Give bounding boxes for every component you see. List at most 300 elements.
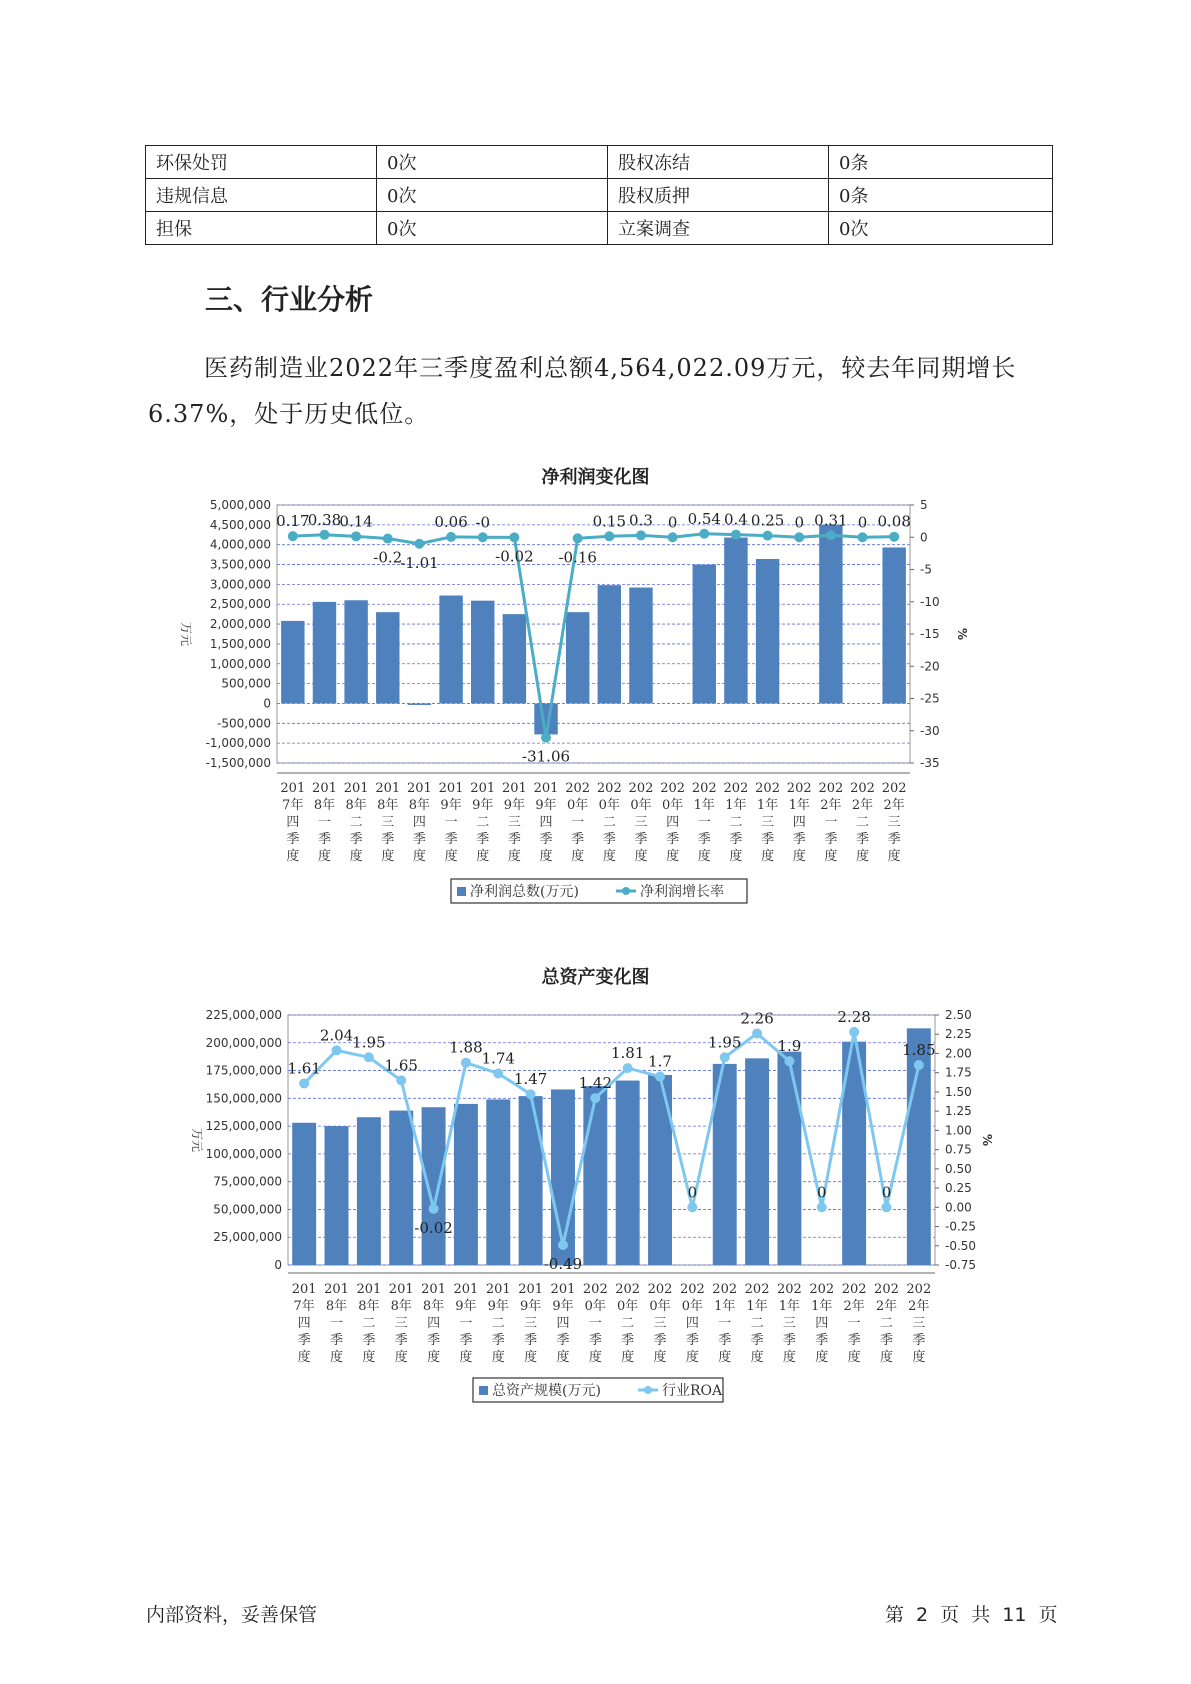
y-tick-label-right: -35 xyxy=(920,756,940,770)
bar xyxy=(629,588,652,704)
x-tick-label: 9年 xyxy=(519,1299,542,1314)
bar xyxy=(693,565,716,704)
y-tick-label-left: 4,500,000 xyxy=(209,517,271,532)
x-tick-label: 2年 xyxy=(875,1299,898,1314)
x-tick-label: 202 xyxy=(850,781,875,796)
x-tick-label: 三 xyxy=(887,815,901,830)
data-label: 0.06 xyxy=(434,512,468,531)
table-row xyxy=(146,212,1053,245)
x-tick-label: 季 xyxy=(476,832,490,847)
x-tick-label: 2年 xyxy=(851,798,874,813)
x-tick-label: 季 xyxy=(729,832,743,847)
x-tick-label: 二 xyxy=(879,1316,893,1331)
table-cell: 违规信息 xyxy=(146,179,377,212)
line-point xyxy=(461,1058,471,1068)
x-tick-label: 四 xyxy=(685,1316,699,1331)
x-tick-label: 二 xyxy=(750,1316,764,1331)
x-tick-label: 201 xyxy=(438,781,464,796)
x-tick-label: 202 xyxy=(628,781,654,796)
x-tick-label: 一 xyxy=(330,1316,344,1331)
x-tick-label: 度 xyxy=(427,1350,441,1365)
legend-swatch-point xyxy=(622,887,630,895)
line-point xyxy=(699,529,709,539)
line-point xyxy=(351,531,361,541)
line-point xyxy=(889,532,899,542)
x-tick-label: 四 xyxy=(539,815,553,830)
legend-swatch-bar xyxy=(479,1386,488,1395)
x-tick-label: 四 xyxy=(286,815,300,830)
x-tick-label: 0年 xyxy=(598,798,620,813)
line-point xyxy=(573,533,583,543)
data-label: 1.47 xyxy=(513,1070,548,1089)
x-tick-label: 度 xyxy=(317,849,331,864)
x-tick-label: 二 xyxy=(602,815,616,830)
x-tick-label: 8年 xyxy=(408,798,431,813)
x-tick-label: 度 xyxy=(697,849,711,864)
line-point xyxy=(478,532,488,542)
y-tick-label-left: -1,500,000 xyxy=(205,756,271,770)
x-tick-label: 季 xyxy=(653,1333,667,1348)
x-tick-label: 度 xyxy=(394,1350,408,1365)
x-tick-label: 一 xyxy=(459,1316,473,1331)
table-cell: 0次 xyxy=(829,212,1053,245)
line-point xyxy=(604,531,614,541)
table-cell: 股权质押 xyxy=(608,179,829,212)
x-tick-label: 三 xyxy=(653,1316,667,1331)
line-point xyxy=(590,1093,600,1103)
x-tick-label: 9年 xyxy=(455,1299,477,1314)
x-tick-label: 度 xyxy=(847,1350,861,1365)
x-tick-label: 度 xyxy=(792,849,806,864)
x-tick-label: 201 xyxy=(421,1282,446,1297)
y-axis-label-left: 万元 xyxy=(190,1127,204,1153)
line-point xyxy=(763,531,773,541)
x-tick-label: 二 xyxy=(729,815,743,830)
legend-swatch-bar xyxy=(457,887,466,896)
bar xyxy=(819,525,842,704)
x-tick-label: 201 xyxy=(533,781,559,796)
x-tick-label: 季 xyxy=(459,1333,473,1348)
x-tick-label: 201 xyxy=(312,781,337,796)
x-tick-label: 1年 xyxy=(746,1299,768,1314)
legend-label: 行业ROA xyxy=(662,1383,723,1399)
x-tick-label: 202 xyxy=(691,781,717,796)
x-tick-label: 度 xyxy=(349,849,363,864)
y-tick-label-right: -0.75 xyxy=(945,1258,977,1272)
x-tick-label: 季 xyxy=(286,832,300,847)
x-tick-label: 0年 xyxy=(617,1299,639,1314)
table-cell: 股权冻结 xyxy=(608,146,829,179)
x-tick-label: 度 xyxy=(750,1350,764,1365)
y-tick-label-right: 0.75 xyxy=(945,1142,972,1157)
x-tick-label: 202 xyxy=(582,1282,608,1297)
x-tick-label: 度 xyxy=(634,849,648,864)
y-tick-label-left: 2,500,000 xyxy=(209,597,271,612)
x-tick-label: 202 xyxy=(615,1282,641,1297)
line-point xyxy=(383,534,393,544)
legend-label: 净利润增长率 xyxy=(640,884,724,900)
y-tick-label-left: -500,000 xyxy=(217,716,271,731)
bar xyxy=(598,585,621,703)
footer-confidential-note: 内部资料，妥善保管 xyxy=(146,1604,318,1626)
plot-frame xyxy=(277,505,910,763)
x-tick-label: 度 xyxy=(621,1350,635,1365)
data-label: -0 xyxy=(475,513,491,532)
data-label: -31.06 xyxy=(522,747,571,766)
x-tick-label: 一 xyxy=(847,1316,861,1331)
x-tick-label: 9年 xyxy=(552,1299,574,1314)
x-tick-label: 三 xyxy=(761,815,775,830)
line-point xyxy=(858,532,868,542)
bar xyxy=(745,1058,769,1265)
y-tick-label-left: 125,000,000 xyxy=(205,1119,282,1134)
x-tick-label: 季 xyxy=(815,1333,829,1348)
x-tick-label: 季 xyxy=(412,832,426,847)
data-label: 1.61 xyxy=(287,1059,321,1078)
data-label: 0.08 xyxy=(877,512,911,531)
x-tick-label: 三 xyxy=(524,1316,538,1331)
x-tick-label: 度 xyxy=(761,849,775,864)
x-tick-label: 季 xyxy=(824,832,838,847)
x-tick-label: 202 xyxy=(723,781,749,796)
data-label: 0.31 xyxy=(814,511,848,530)
data-label: -0.02 xyxy=(495,547,534,566)
x-tick-label: 二 xyxy=(476,815,490,830)
x-tick-label: 季 xyxy=(394,1333,408,1348)
x-tick-label: 202 xyxy=(679,1282,705,1297)
data-label: 1.7 xyxy=(648,1052,672,1071)
y-tick-label-left: 5,000,000 xyxy=(209,498,271,512)
x-tick-label: 一 xyxy=(718,1316,732,1331)
x-tick-label: 季 xyxy=(362,1333,376,1348)
x-tick-label: 1年 xyxy=(725,798,747,813)
bar xyxy=(454,1104,478,1265)
bar xyxy=(616,1081,640,1265)
line-point xyxy=(332,1045,342,1055)
x-tick-label: 季 xyxy=(507,832,521,847)
x-tick-label: 202 xyxy=(660,781,686,796)
x-tick-label: 三 xyxy=(394,1316,408,1331)
line-point xyxy=(849,1027,859,1037)
y-tick-label-right: 0.25 xyxy=(945,1181,972,1196)
bar xyxy=(724,538,747,704)
x-tick-label: 202 xyxy=(755,781,780,796)
x-tick-label: 度 xyxy=(381,849,395,864)
x-tick-label: 度 xyxy=(571,849,585,864)
table-row xyxy=(146,179,1053,212)
x-tick-label: 三 xyxy=(507,815,521,830)
x-tick-label: 1年 xyxy=(788,798,810,813)
data-label: -1.01 xyxy=(400,553,439,572)
y-axis-label-left: 万元 xyxy=(179,621,193,647)
x-tick-label: 四 xyxy=(297,1316,311,1331)
x-tick-label: 201 xyxy=(388,1282,414,1297)
x-tick-label: 8年 xyxy=(377,798,399,813)
data-label: 0 xyxy=(881,1183,892,1202)
data-label: 1.74 xyxy=(481,1049,515,1068)
x-tick-label: 季 xyxy=(761,832,775,847)
y-tick-label-right: 2.00 xyxy=(945,1046,972,1061)
x-tick-label: 202 xyxy=(874,1282,899,1297)
x-tick-label: 一 xyxy=(588,1316,602,1331)
x-tick-label: 9年 xyxy=(535,798,557,813)
x-tick-label: 一 xyxy=(317,815,331,830)
bar xyxy=(503,614,526,703)
x-tick-label: 三 xyxy=(634,815,648,830)
bar xyxy=(471,601,494,704)
y-tick-label-left: 1,000,000 xyxy=(209,656,271,671)
x-tick-label: 季 xyxy=(427,1333,441,1348)
y-tick-label-right: 1.75 xyxy=(945,1065,972,1080)
x-tick-label: 202 xyxy=(818,781,844,796)
x-tick-label: 0年 xyxy=(681,1299,704,1314)
bar xyxy=(357,1117,381,1265)
x-tick-label: 201 xyxy=(343,781,369,796)
x-tick-label: 季 xyxy=(381,832,395,847)
y-tick-label-left: 225,000,000 xyxy=(205,1008,282,1022)
y-tick-label-right: -5 xyxy=(920,562,932,577)
x-tick-label: 202 xyxy=(744,1282,770,1297)
line-point xyxy=(687,1202,697,1212)
table-cell: 担保 xyxy=(146,212,377,245)
data-label: 0.14 xyxy=(339,512,373,531)
data-label: 0.17 xyxy=(276,512,310,531)
section-heading: 三、行业分析 xyxy=(205,283,374,316)
y-tick-label-left: 75,000,000 xyxy=(213,1174,282,1189)
x-tick-label: 7年 xyxy=(282,798,304,813)
y-axis-label-right: % xyxy=(980,1133,994,1147)
x-tick-label: 季 xyxy=(602,832,616,847)
x-tick-label: 季 xyxy=(556,1333,570,1348)
x-tick-label: 2年 xyxy=(883,798,905,813)
x-tick-label: 四 xyxy=(427,1316,441,1331)
x-tick-label: 度 xyxy=(444,849,458,864)
x-tick-label: 9年 xyxy=(487,1299,509,1314)
x-tick-label: 度 xyxy=(412,849,426,864)
legend-swatch-point xyxy=(644,1386,652,1394)
data-label: -0.49 xyxy=(543,1255,583,1273)
x-tick-label: 季 xyxy=(718,1333,732,1348)
bar xyxy=(583,1086,607,1265)
x-tick-label: 度 xyxy=(330,1350,344,1365)
y-tick-label-left: 2,000,000 xyxy=(209,617,271,632)
y-tick-label-right: 0.50 xyxy=(945,1161,972,1176)
data-label: 1.88 xyxy=(449,1038,483,1057)
x-tick-label: 季 xyxy=(666,832,680,847)
x-tick-label: 度 xyxy=(602,849,616,864)
x-tick-label: 度 xyxy=(729,849,743,864)
x-tick-label: 度 xyxy=(556,1350,570,1365)
bar xyxy=(344,600,367,703)
line-point xyxy=(446,532,456,542)
total-assets-chart-svg xyxy=(0,955,1191,1425)
bar xyxy=(376,612,399,703)
x-tick-label: 0年 xyxy=(661,798,684,813)
line-point xyxy=(881,1202,891,1212)
x-tick-label: 季 xyxy=(571,832,585,847)
x-tick-label: 8年 xyxy=(358,1299,380,1314)
x-tick-label: 二 xyxy=(362,1316,376,1331)
x-tick-label: 度 xyxy=(718,1350,732,1365)
x-tick-label: 度 xyxy=(782,1350,796,1365)
y-tick-label-left: 3,000,000 xyxy=(209,577,271,592)
x-tick-label: 季 xyxy=(879,1333,893,1348)
x-tick-label: 季 xyxy=(297,1333,311,1348)
y-tick-label-right: 0 xyxy=(920,530,928,545)
x-tick-label: 201 xyxy=(453,1282,479,1297)
x-tick-label: 二 xyxy=(621,1316,635,1331)
y-tick-label-right: 2.25 xyxy=(945,1027,972,1042)
x-tick-label: 8年 xyxy=(325,1299,348,1314)
bar xyxy=(756,559,779,703)
x-tick-label: 8年 xyxy=(313,798,336,813)
y-tick-label-right: 2.50 xyxy=(945,1008,972,1022)
x-tick-label: 1年 xyxy=(693,798,715,813)
data-label: 0 xyxy=(794,513,804,532)
x-tick-label: 四 xyxy=(412,815,426,830)
industry-analysis-paragraph: 医药制造业2022年三季度盈利总额4,564,022.09万元，较去年同期增长6.37%，处于历史低位。 xyxy=(148,354,1017,428)
legend-label: 总资产规模(万元) xyxy=(492,1383,601,1399)
x-tick-label: 201 xyxy=(375,781,401,796)
chart-title: 总资产变化图 xyxy=(541,967,650,988)
line-point xyxy=(558,1240,568,1250)
x-tick-label: 二 xyxy=(349,815,363,830)
y-tick-label-left: 0 xyxy=(263,696,271,711)
x-tick-label: 0年 xyxy=(649,1299,671,1314)
y-tick-label-right: 1.25 xyxy=(945,1104,972,1119)
x-tick-label: 季 xyxy=(524,1333,538,1348)
line-point xyxy=(509,532,519,542)
x-tick-label: 201 xyxy=(356,1282,382,1297)
data-label: 0 xyxy=(667,513,678,532)
x-tick-label: 202 xyxy=(647,1282,673,1297)
x-tick-label: 2年 xyxy=(843,1299,865,1314)
x-tick-label: 四 xyxy=(792,815,806,830)
table-cell: 环保处罚 xyxy=(146,146,377,179)
x-tick-label: 三 xyxy=(782,1316,796,1331)
x-tick-label: 0年 xyxy=(584,1299,606,1314)
x-tick-label: 季 xyxy=(782,1333,796,1348)
x-tick-label: 季 xyxy=(444,832,458,847)
data-label: 2.04 xyxy=(319,1026,354,1045)
y-tick-label-right: -15 xyxy=(920,627,940,641)
bar xyxy=(389,1111,413,1265)
x-tick-label: 季 xyxy=(847,1333,861,1348)
x-tick-label: 一 xyxy=(571,815,585,830)
x-tick-label: 202 xyxy=(565,781,591,796)
line-point xyxy=(817,1202,827,1212)
bar xyxy=(292,1123,316,1265)
y-tick-label-left: -1,000,000 xyxy=(205,736,271,751)
x-tick-label: 1年 xyxy=(778,1299,801,1314)
table-row xyxy=(146,146,1053,179)
line-point xyxy=(288,531,298,541)
x-tick-label: 三 xyxy=(381,815,395,830)
x-tick-label: 度 xyxy=(879,1350,893,1365)
x-tick-label: 度 xyxy=(666,849,680,864)
y-tick-label-left: 100,000,000 xyxy=(205,1146,282,1161)
y-tick-label-right: -10 xyxy=(920,594,940,609)
x-tick-label: 度 xyxy=(824,849,838,864)
x-tick-label: 201 xyxy=(518,1282,544,1297)
total-assets-chart xyxy=(0,955,1191,1425)
data-label: 1.81 xyxy=(610,1044,645,1063)
x-tick-label: 度 xyxy=(815,1350,829,1365)
data-label: 1.42 xyxy=(578,1074,613,1093)
x-tick-label: 季 xyxy=(685,1333,699,1348)
x-tick-label: 度 xyxy=(286,849,300,864)
y-tick-label-left: 200,000,000 xyxy=(205,1035,282,1050)
y-tick-label-right: -20 xyxy=(920,659,940,674)
y-tick-label-left: 25,000,000 xyxy=(213,1230,282,1245)
x-tick-label: 一 xyxy=(824,815,838,830)
x-tick-label: 季 xyxy=(491,1333,505,1348)
data-label: 1.9 xyxy=(777,1037,802,1056)
y-tick-label-right: 1.50 xyxy=(945,1084,972,1099)
data-label: 0.25 xyxy=(750,511,785,530)
x-tick-label: 度 xyxy=(297,1350,311,1365)
line-point xyxy=(414,539,424,549)
bar xyxy=(313,602,336,704)
x-tick-label: 季 xyxy=(634,832,648,847)
table-cell: 0次 xyxy=(377,212,608,245)
x-tick-label: 三 xyxy=(912,1316,926,1331)
line-point xyxy=(784,1056,794,1066)
data-label: 0.54 xyxy=(687,509,721,528)
x-tick-label: 201 xyxy=(280,781,306,796)
x-tick-label: 202 xyxy=(777,1282,802,1297)
line-point xyxy=(668,532,678,542)
bar xyxy=(648,1075,672,1265)
data-label: 1.95 xyxy=(352,1033,386,1052)
y-tick-label-right: -25 xyxy=(920,691,940,706)
bar xyxy=(439,595,462,703)
y-tick-label-right: 1.00 xyxy=(945,1123,972,1138)
x-tick-label: 9年 xyxy=(503,798,526,813)
data-label: 0.3 xyxy=(629,511,653,530)
x-tick-label: 1年 xyxy=(811,1299,833,1314)
x-tick-label: 202 xyxy=(809,1282,835,1297)
y-tick-label-right: -0.50 xyxy=(945,1238,977,1253)
y-tick-label-left: 50,000,000 xyxy=(213,1202,282,1217)
x-tick-label: 度 xyxy=(524,1350,538,1365)
x-tick-label: 一 xyxy=(444,815,458,830)
data-label: 1.65 xyxy=(384,1056,418,1075)
data-label: 2.26 xyxy=(740,1009,774,1028)
x-tick-label: 202 xyxy=(841,1282,867,1297)
table-cell: 0条 xyxy=(829,179,1053,212)
line-point xyxy=(364,1052,374,1062)
x-tick-label: 2年 xyxy=(820,798,842,813)
x-tick-label: 季 xyxy=(887,832,901,847)
x-tick-label: 季 xyxy=(697,832,711,847)
x-tick-label: 度 xyxy=(588,1350,602,1365)
x-tick-label: 201 xyxy=(550,1282,576,1297)
bar xyxy=(422,1107,446,1265)
x-tick-label: 季 xyxy=(539,832,553,847)
x-tick-label: 度 xyxy=(476,849,490,864)
legend-label: 净利润总数(万元) xyxy=(470,884,579,900)
x-tick-label: 四 xyxy=(556,1316,570,1331)
line-point xyxy=(299,1078,309,1088)
x-tick-label: 度 xyxy=(539,849,553,864)
line-point xyxy=(794,532,804,542)
x-tick-label: 度 xyxy=(887,849,901,864)
y-tick-label-left: 500,000 xyxy=(221,676,271,691)
line-point xyxy=(731,530,741,540)
x-tick-label: 202 xyxy=(596,781,622,796)
data-label: 0 xyxy=(857,513,868,532)
